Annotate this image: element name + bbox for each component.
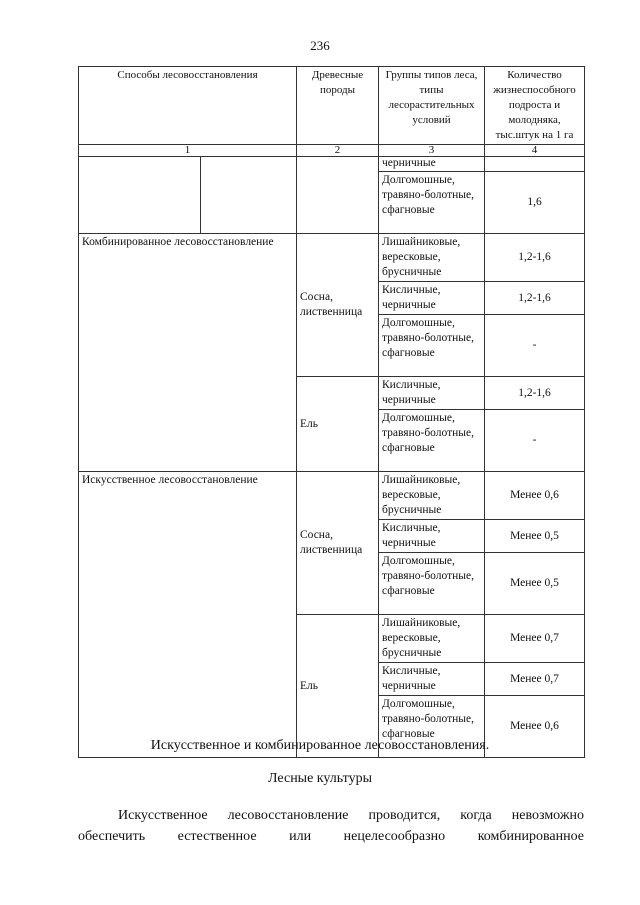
species-spruce: Ель <box>297 615 379 758</box>
table-cell-group: Долгомошные, травяно-болотные, сфагновые <box>379 410 485 472</box>
table-cell-group: Долгомошные, травяно-болотные, сфагновые <box>379 553 485 615</box>
table-cell-group: Кисличные, черничные <box>379 377 485 410</box>
header-groups: Группы типов леса, типы лесорастительных условий <box>379 67 485 145</box>
table-cell-value: 1,2-1,6 <box>485 234 585 282</box>
table-cell-group: Кисличные, черничные <box>379 520 485 553</box>
table-cell-group: черничные <box>379 157 485 172</box>
table-cell-group: Долгомошные, травяно-болотные, сфагновые <box>379 172 485 234</box>
table-cell-group: Долгомошные, травяно-болотные, сфагновые <box>379 696 485 758</box>
table-cell-group: Лишайниковые, вересковые, брусничные <box>379 615 485 663</box>
method-combined: Комбинированное лесовосстановление <box>79 234 297 472</box>
header-species: Древесные породы <box>297 67 379 145</box>
continuation-subcell <box>201 157 297 234</box>
species-pine-larch: Сосна, лиственница <box>297 472 379 615</box>
paragraph-line-1: Искусственное лесовосстановление проводится, когда невозможно <box>118 808 584 823</box>
subsection-title: Лесные культуры <box>268 771 372 786</box>
table-cell-group: Кисличные, черничные <box>379 663 485 696</box>
column-number-2: 2 <box>297 145 379 157</box>
table-cell-group: Лишайниковые, вересковые, брусничные <box>379 472 485 520</box>
header-methods: Способы лесовосстановления <box>79 67 297 145</box>
species-spruce: Ель <box>297 377 379 472</box>
table-cell-group: Кисличные, черничные <box>379 282 485 315</box>
column-number-1: 1 <box>79 145 297 157</box>
table-cell-value <box>485 157 585 172</box>
table-cell-value: 1,2-1,6 <box>485 377 585 410</box>
table-cell-group: Лишайниковые, вересковые, брусничные <box>379 234 485 282</box>
table-cell-value: Менее 0,7 <box>485 663 585 696</box>
method-artificial: Искусственное лесовосстановление <box>79 472 297 758</box>
table-cell-value: Менее 0,7 <box>485 615 585 663</box>
header-quantity: Количество жизнеспособного подроста и молодняка, тыс.штук на 1 га <box>485 67 585 145</box>
column-number-3: 3 <box>379 145 485 157</box>
table-cell-value: Менее 0,6 <box>485 696 585 758</box>
table-cell-value: Менее 0,5 <box>485 553 585 615</box>
table-cell-value: 1,6 <box>485 172 585 234</box>
table-cell-value: - <box>485 410 585 472</box>
column-number-4: 4 <box>485 145 585 157</box>
page-number: 236 <box>310 38 330 53</box>
table-cell-group: Долгомошные, травяно-болотные, сфагновые <box>379 315 485 377</box>
continuation-species-cell <box>297 157 379 234</box>
table-cell-value: Менее 0,6 <box>485 472 585 520</box>
reforestation-table <box>78 66 585 758</box>
table-cell-value: 1,2-1,6 <box>485 282 585 315</box>
table-cell-value: - <box>485 315 585 377</box>
paragraph-line-2: обеспечить естественное или нецелесообразно комбинированное <box>78 829 584 844</box>
continuation-method-cell <box>79 157 201 234</box>
table-cell-value: Менее 0,5 <box>485 520 585 553</box>
species-pine-larch: Сосна, лиственница <box>297 234 379 377</box>
section-title: Искусственное и комбинированное лесовосстановления. <box>150 738 490 753</box>
